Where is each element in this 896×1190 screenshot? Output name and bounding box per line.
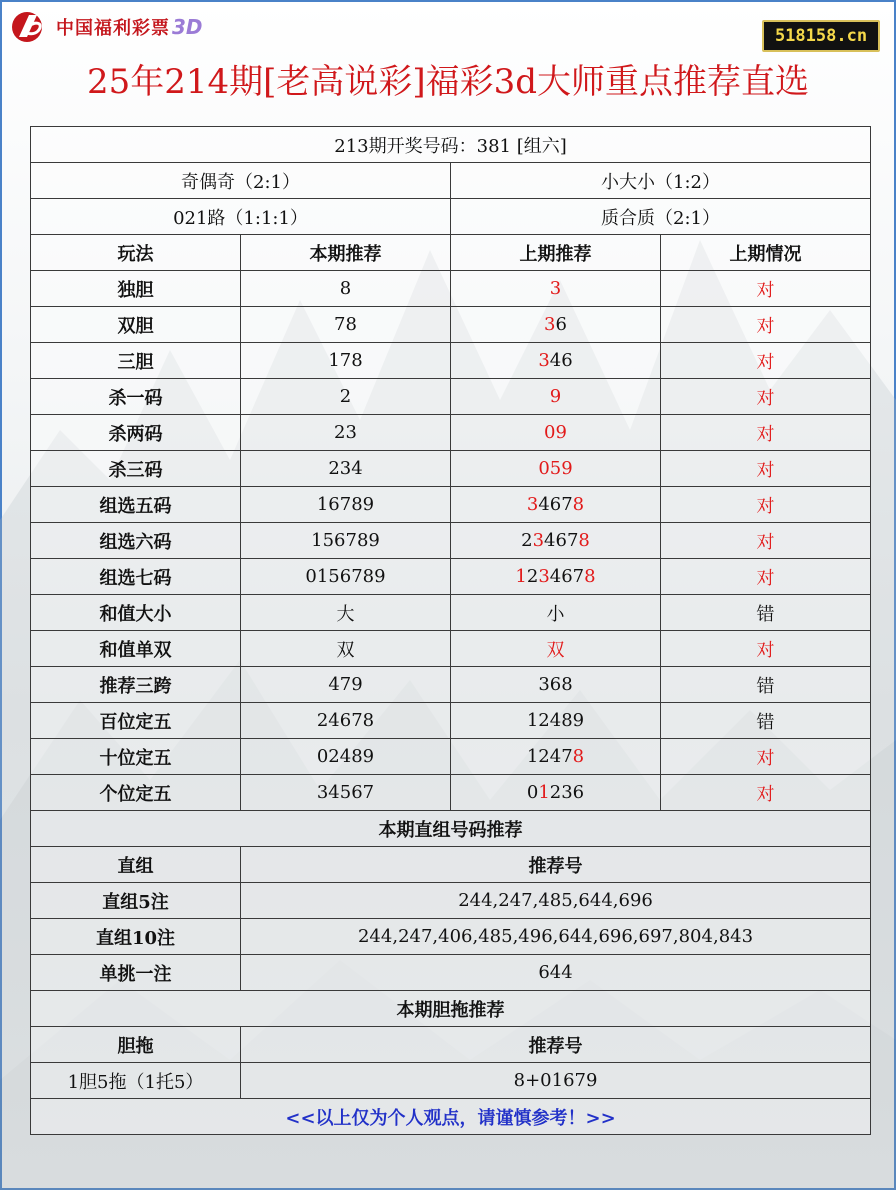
direct-row xyxy=(31,883,871,919)
recommendation-table xyxy=(30,126,871,1135)
previous-result: 对 xyxy=(661,559,871,595)
current-recommendation: 0156789 xyxy=(241,559,451,595)
previous-recommendation xyxy=(451,523,661,559)
table-row xyxy=(31,307,871,343)
table-row xyxy=(31,703,871,739)
play-type: 杀三码 xyxy=(31,451,241,487)
table-row xyxy=(31,667,871,703)
hit-digits: 1 xyxy=(538,782,550,803)
previous-result: 对 xyxy=(661,415,871,451)
play-type: 双胆 xyxy=(31,307,241,343)
play-type: 个位定五 xyxy=(31,775,241,811)
previous-result: 错 xyxy=(661,595,871,631)
miss-digits: 467 xyxy=(538,494,573,515)
play-type: 独胆 xyxy=(31,271,241,307)
last-draw-cell: 213期开奖号码：381 [组六] xyxy=(31,127,871,163)
drag-type: 1胆5拖（1托5） xyxy=(31,1063,241,1099)
direct-col-numbers: 推荐号 xyxy=(241,847,871,883)
play-type: 组选七码 xyxy=(31,559,241,595)
current-recommendation: 234 xyxy=(241,451,451,487)
current-recommendation: 双 xyxy=(241,631,451,667)
miss-digits: 467 xyxy=(544,530,579,551)
previous-recommendation xyxy=(451,775,661,811)
previous-recommendation xyxy=(451,343,661,379)
previous-recommendation xyxy=(451,703,661,739)
table-row xyxy=(31,487,871,523)
direct-type: 直组10注 xyxy=(31,919,241,955)
previous-recommendation xyxy=(451,271,661,307)
table-row xyxy=(31,775,871,811)
hit-digits: 8 xyxy=(584,566,596,587)
previous-recommendation xyxy=(451,307,661,343)
miss-digits: 0 xyxy=(526,782,539,803)
play-type: 组选六码 xyxy=(31,523,241,559)
direct-type: 直组5注 xyxy=(31,883,241,919)
play-type: 杀两码 xyxy=(31,415,241,451)
previous-recommendation xyxy=(451,739,661,775)
previous-result: 对 xyxy=(661,775,871,811)
previous-recommendation xyxy=(451,595,661,631)
miss-digits: 12489 xyxy=(526,710,585,731)
current-recommendation: 479 xyxy=(241,667,451,703)
previous-recommendation xyxy=(451,631,661,667)
page-title: 25年214期[老高说彩]福彩3d大师重点推荐直选 xyxy=(86,62,810,102)
current-recommendation: 大 xyxy=(241,595,451,631)
route-cell: 021路（1:1:1） xyxy=(31,199,451,235)
logo-3d-text: 3D xyxy=(172,15,203,39)
previous-recommendation xyxy=(451,451,661,487)
table-row xyxy=(31,379,871,415)
current-recommendation: 23 xyxy=(241,415,451,451)
miss-digits: 6 xyxy=(555,314,567,335)
play-type: 组选五码 xyxy=(31,487,241,523)
hit-digits: 3 xyxy=(538,566,550,587)
column-header: 本期推荐 xyxy=(241,235,451,271)
miss-digits: 2 xyxy=(521,530,533,551)
current-recommendation: 156789 xyxy=(241,523,451,559)
hit-digits: 3 xyxy=(544,314,556,335)
previous-result: 对 xyxy=(661,271,871,307)
play-type: 百位定五 xyxy=(31,703,241,739)
hit-digits: 3 xyxy=(549,278,562,299)
disclaimer-footer: <<以上仅为个人观点，请谨慎参考！>> xyxy=(31,1099,871,1135)
previous-result: 错 xyxy=(661,703,871,739)
column-header-row xyxy=(31,235,871,271)
direct-numbers: 644 xyxy=(241,955,871,991)
play-type: 和值大小 xyxy=(31,595,241,631)
hit-digits: 1 xyxy=(515,566,527,587)
previous-recommendation xyxy=(451,415,661,451)
drag-col-numbers: 推荐号 xyxy=(241,1027,871,1063)
previous-result: 对 xyxy=(661,307,871,343)
miss-digits: 1247 xyxy=(526,746,573,767)
miss-digits: 小 xyxy=(546,603,565,625)
current-recommendation: 2 xyxy=(241,379,451,415)
drag-col-type: 胆拖 xyxy=(31,1027,241,1063)
previous-recommendation xyxy=(451,667,661,703)
drag-row xyxy=(31,1063,871,1099)
direct-type: 单挑一注 xyxy=(31,955,241,991)
table-row xyxy=(31,523,871,559)
hit-digits: 09 xyxy=(544,422,567,443)
miss-digits: 467 xyxy=(549,566,585,587)
previous-result: 对 xyxy=(661,631,871,667)
hit-digits: 9 xyxy=(549,386,562,407)
table-row xyxy=(31,451,871,487)
hit-digits: 059 xyxy=(538,458,573,479)
previous-result: 对 xyxy=(661,343,871,379)
table-row xyxy=(31,559,871,595)
previous-result: 对 xyxy=(661,451,871,487)
direct-row xyxy=(31,955,871,991)
table-row xyxy=(31,631,871,667)
play-type: 和值单双 xyxy=(31,631,241,667)
table-row xyxy=(31,739,871,775)
previous-result: 对 xyxy=(661,487,871,523)
hit-digits: 3 xyxy=(532,530,545,551)
previous-result: 对 xyxy=(661,739,871,775)
drag-section-title: 本期胆拖推荐 xyxy=(31,991,871,1027)
previous-result: 对 xyxy=(661,523,871,559)
direct-section-title: 本期直组号码推荐 xyxy=(31,811,871,847)
miss-digits: 46 xyxy=(549,350,573,371)
lottery-logo-icon xyxy=(10,10,50,44)
table-row xyxy=(31,595,871,631)
miss-digits: 2 xyxy=(526,566,539,587)
size-cell: 小大小（1:2） xyxy=(451,163,871,199)
previous-result: 错 xyxy=(661,667,871,703)
direct-numbers: 244,247,485,644,696 xyxy=(241,883,871,919)
hit-digits: 8 xyxy=(572,746,585,767)
current-recommendation: 24678 xyxy=(241,703,451,739)
direct-numbers: 244,247,406,485,496,644,696,697,804,843 xyxy=(241,919,871,955)
current-recommendation: 8 xyxy=(241,271,451,307)
drag-numbers: 8+01679 xyxy=(241,1063,871,1099)
play-type: 十位定五 xyxy=(31,739,241,775)
previous-result: 对 xyxy=(661,379,871,415)
current-recommendation: 02489 xyxy=(241,739,451,775)
current-recommendation: 34567 xyxy=(241,775,451,811)
direct-row xyxy=(31,919,871,955)
odd-even-cell: 奇偶奇（2:1） xyxy=(31,163,451,199)
previous-recommendation xyxy=(451,487,661,523)
prime-cell: 质合质（2:1） xyxy=(451,199,871,235)
column-header: 上期情况 xyxy=(661,235,871,271)
hit-digits: 8 xyxy=(578,530,590,551)
table-row xyxy=(31,343,871,379)
lottery-logo xyxy=(10,10,203,44)
current-recommendation: 16789 xyxy=(241,487,451,523)
hit-digits: 8 xyxy=(572,494,585,515)
hit-digits: 3 xyxy=(526,494,539,515)
miss-digits: 368 xyxy=(538,674,573,695)
miss-digits: 236 xyxy=(549,782,585,803)
column-header: 上期推荐 xyxy=(451,235,661,271)
current-recommendation: 178 xyxy=(241,343,451,379)
play-type: 杀一码 xyxy=(31,379,241,415)
previous-recommendation xyxy=(451,379,661,415)
direct-col-type: 直组 xyxy=(31,847,241,883)
previous-recommendation xyxy=(451,559,661,595)
logo-text: 中国福利彩票 xyxy=(56,18,170,39)
current-recommendation: 78 xyxy=(241,307,451,343)
hit-digits: 双 xyxy=(546,639,565,661)
play-type: 三胆 xyxy=(31,343,241,379)
site-badge[interactable]: 518158.cn xyxy=(762,20,880,52)
table-row xyxy=(31,415,871,451)
column-header: 玩法 xyxy=(31,235,241,271)
table-row xyxy=(31,271,871,307)
hit-digits: 3 xyxy=(538,350,550,371)
play-type: 推荐三跨 xyxy=(31,667,241,703)
